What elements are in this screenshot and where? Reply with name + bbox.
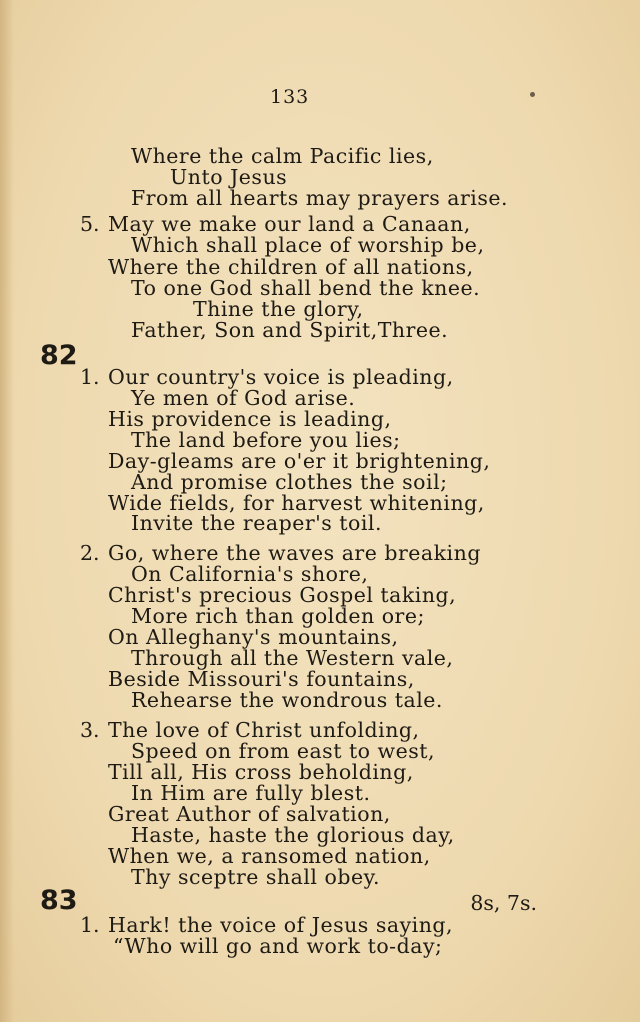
verse-line: And promise clothes the soil; (131, 470, 448, 494)
verse-line: Ye men of God arise. (131, 386, 356, 410)
verse-line: Rehearse the wondrous tale. (131, 688, 443, 712)
verse-line: Thy sceptre shall obey. (131, 865, 380, 889)
verse-line: Beside Missouri's fountains, (108, 667, 415, 691)
verse-number: 5. (80, 212, 100, 236)
verse-line: On California's shore, (131, 562, 369, 586)
verse-line: Hark! the voice of Jesus saying, (108, 913, 454, 937)
verse-number: 1. (80, 913, 100, 937)
verse-line: Till all, His cross beholding, (108, 760, 414, 784)
page-number: 133 (270, 86, 310, 108)
verse-line: On Alleghany's mountains, (108, 625, 399, 649)
verse-line: Father, Son and Spirit,Three. (131, 318, 449, 342)
meter-label: 8s, 7s. (470, 891, 537, 915)
verse-line: Speed on from east to west, (131, 739, 435, 763)
verse-line: His providence is leading, (108, 407, 392, 431)
verse-number: 2. (80, 541, 100, 565)
verse-line: To one God shall bend the knee. (131, 276, 481, 300)
verse-line: Christ's precious Gospel taking, (108, 583, 457, 607)
paper-speck (530, 92, 535, 97)
verse-number: 3. (80, 718, 100, 742)
verse-line: Great Author of salvation, (108, 802, 391, 826)
page-spine-shadow (0, 0, 14, 1022)
verse-line: The land before you lies; (131, 428, 401, 452)
hymn-number: 83 (40, 885, 78, 916)
verse-line: Where the calm Pacific lies, (131, 144, 434, 168)
verse-line: Wide fields, for harvest whitening, (108, 491, 485, 515)
verse-line: Thine the glory, (193, 297, 364, 321)
verse-line: From all hearts may prayers arise. (131, 186, 509, 210)
hymn-number: 82 (40, 340, 78, 371)
verse-line: Unto Jesus (170, 165, 288, 189)
verse-line: Our country's voice is pleading, (108, 365, 454, 389)
verse-line: May we make our land a Canaan, (108, 212, 471, 236)
verse-line: Haste, haste the glorious day, (131, 823, 455, 847)
verse-line: Where the children of all nations, (108, 255, 474, 279)
verse-line: Which shall place of worship be, (131, 233, 485, 257)
verse-line: Invite the reaper's toil. (131, 511, 383, 535)
verse-line: Day-gleams are o'er it brightening, (108, 449, 491, 473)
verse-line: The love of Christ unfolding, (108, 718, 420, 742)
verse-number: 1. (80, 365, 100, 389)
verse-line: “Who will go and work to-day; (113, 934, 443, 958)
verse-line: When we, a ransomed nation, (108, 844, 431, 868)
verse-line: Through all the Western vale, (131, 646, 454, 670)
verse-line: In Him are fully blest. (131, 781, 371, 805)
verse-line: Go, where the waves are breaking (108, 541, 481, 565)
verse-line: More rich than golden ore; (131, 604, 425, 628)
